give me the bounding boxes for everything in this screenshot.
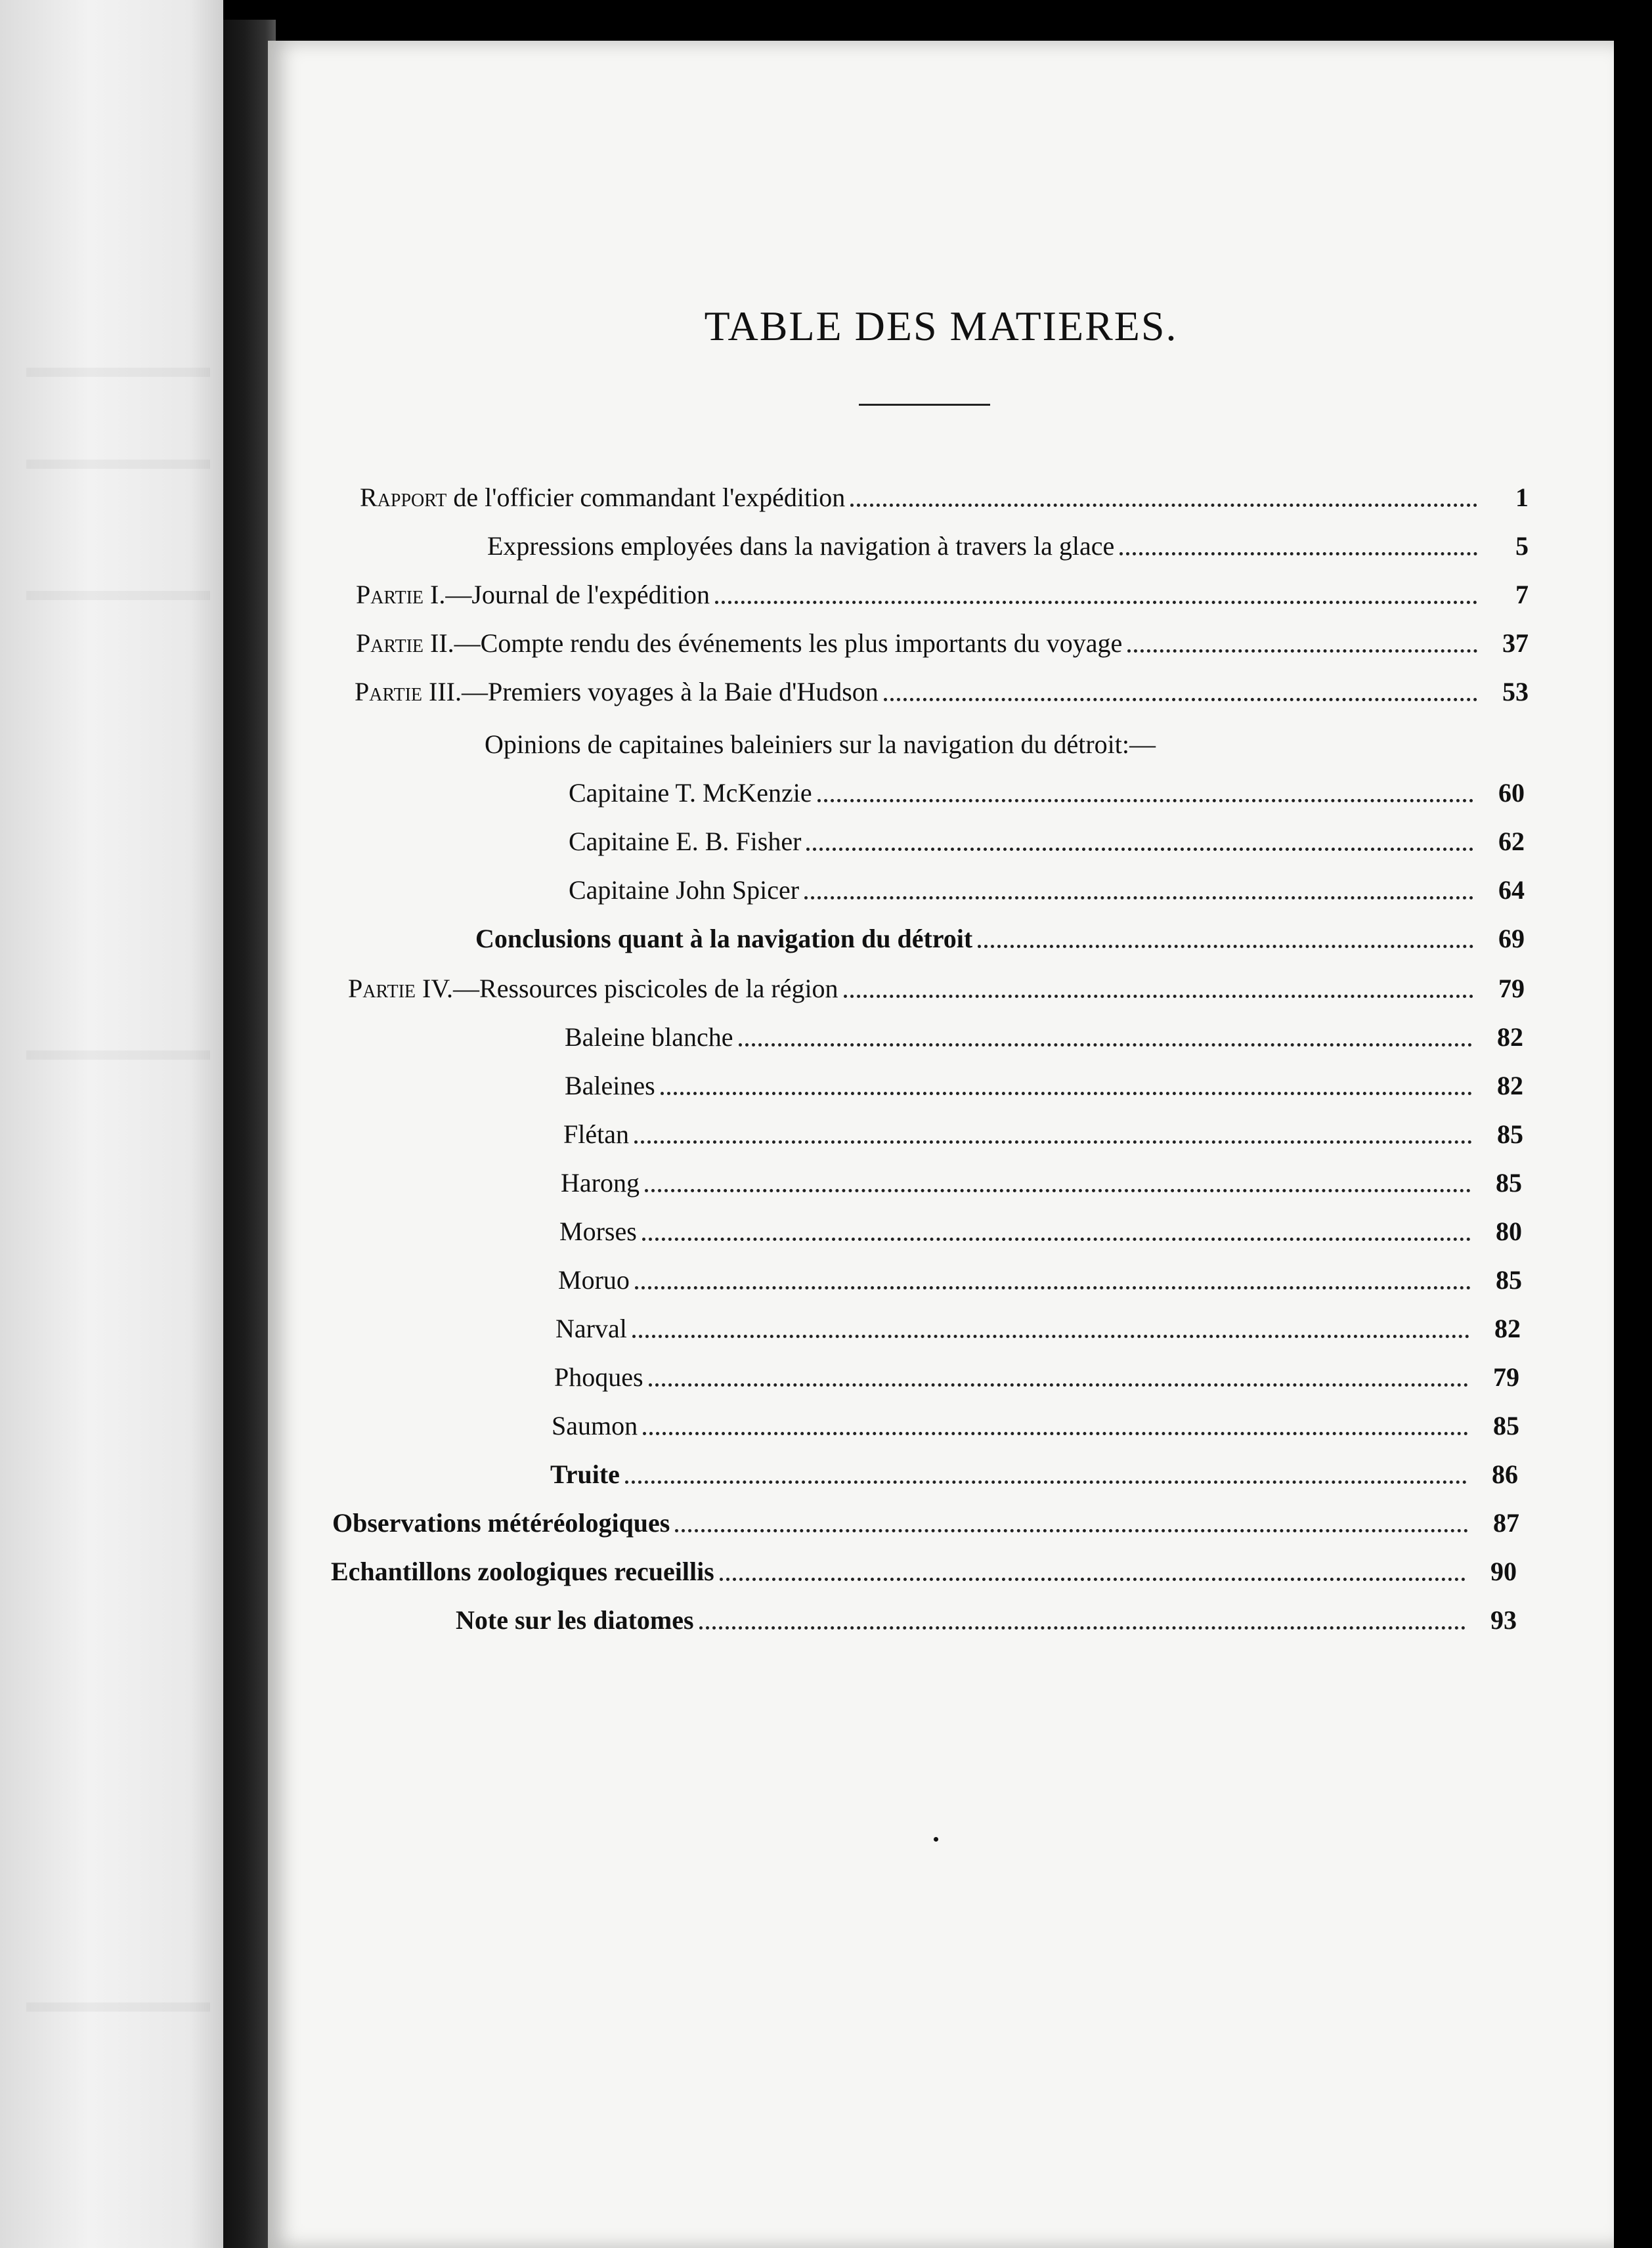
toc-entry-prefix: Partie — [356, 628, 424, 658]
toc-entry-label — [565, 1068, 661, 1104]
toc-page-number: 87 — [1493, 1508, 1519, 1538]
toc-page-number: 82 — [1497, 1071, 1523, 1100]
toc-entry-label — [554, 1359, 649, 1396]
toc-entry-label — [332, 1505, 675, 1542]
toc-entry-text: Expressions employées dans la navigation à travers la glace — [487, 531, 1115, 561]
toc-entry — [569, 775, 1525, 811]
leader-dots — [884, 698, 1477, 701]
leader-dots — [1127, 649, 1477, 653]
toc-page-number: 82 — [1497, 1022, 1523, 1052]
toc-entry-label — [485, 726, 1161, 763]
toc-entry-prefix: Partie — [356, 580, 424, 609]
toc-entry-text: Narval — [555, 1314, 627, 1343]
toc-entry-text: Baleine blanche — [565, 1022, 733, 1052]
toc-entry-label — [331, 1553, 720, 1590]
toc-subheading — [485, 726, 1529, 763]
toc-page-number: 60 — [1498, 778, 1525, 808]
toc-entry — [565, 1019, 1523, 1056]
leader-dots — [699, 1626, 1466, 1630]
leader-dots — [649, 1383, 1468, 1387]
toc-page-number: 62 — [1498, 827, 1525, 856]
toc-entry-text: Flétan — [563, 1119, 629, 1149]
leader-dots — [850, 504, 1477, 507]
bleed-through-line — [26, 460, 210, 469]
toc-page-number: 93 — [1490, 1605, 1517, 1635]
bleed-through-line — [26, 591, 210, 600]
toc-page-number: 85 — [1493, 1411, 1519, 1440]
toc-entry-text: Capitaine T. McKenzie — [569, 778, 812, 808]
leader-dots — [720, 1578, 1466, 1581]
toc-entry-label — [559, 1213, 642, 1250]
toc-entry-text: Echantillons zoologiques recueillis — [331, 1557, 714, 1586]
leader-dots — [625, 1481, 1467, 1484]
toc-entry-prefix: Rapport — [360, 483, 447, 512]
toc-entry-label — [356, 576, 715, 613]
toc-page-number: 85 — [1496, 1168, 1522, 1198]
toc-entry-label — [569, 823, 806, 860]
toc-entry-label — [456, 1602, 699, 1639]
leader-dots — [635, 1286, 1471, 1289]
toc-entry-label — [561, 1165, 645, 1201]
toc-page-number: 82 — [1494, 1314, 1521, 1343]
toc-entry-prefix: Partie — [348, 974, 416, 1003]
toc-entry — [356, 625, 1529, 662]
toc-entry-label — [475, 920, 978, 957]
toc-entry-label — [487, 528, 1119, 565]
toc-page-number: 53 — [1502, 677, 1529, 706]
toc-page — [268, 41, 1614, 2248]
toc-entry — [360, 479, 1529, 516]
toc-entry — [561, 1165, 1522, 1201]
toc-entry-text: IV.—Ressources piscicoles de la région — [416, 974, 838, 1003]
leader-dots — [844, 995, 1473, 998]
toc-entry-label — [360, 479, 850, 516]
toc-entry-label — [550, 1456, 625, 1493]
toc-entry-label — [552, 1408, 643, 1444]
bleed-through-line — [26, 1050, 210, 1060]
page-title: TABLE DES MATIERES. — [704, 303, 1178, 349]
toc-entry — [563, 1116, 1523, 1153]
toc-page-number: 80 — [1496, 1217, 1522, 1246]
leader-dots — [1119, 552, 1477, 555]
toc-entry — [569, 872, 1525, 909]
leader-dots — [643, 1432, 1468, 1435]
leader-dots — [634, 1140, 1472, 1144]
toc-entry — [456, 1602, 1517, 1639]
toc-page-number: 1 — [1515, 483, 1529, 512]
toc-entry — [331, 1553, 1517, 1590]
toc-entry-text: Harong — [561, 1168, 640, 1198]
leader-dots — [739, 1043, 1472, 1047]
toc-entry-label — [355, 674, 884, 710]
toc-page-number: 90 — [1490, 1557, 1517, 1586]
scan-right-edge — [1614, 0, 1652, 2248]
toc-entry-label — [569, 775, 817, 811]
toc-entry — [558, 1262, 1522, 1299]
leader-dots — [806, 848, 1473, 851]
toc-page-number: 86 — [1492, 1459, 1518, 1489]
toc-page-number: 69 — [1498, 924, 1525, 953]
toc-entry-text: I.—Journal de l'expédition — [424, 580, 710, 609]
toc-entry-text: Capitaine John Spicer — [569, 875, 800, 905]
toc-entry-label — [348, 970, 844, 1007]
leader-dots — [632, 1335, 1469, 1338]
toc-page-number: 85 — [1496, 1265, 1522, 1295]
toc-page-number: 5 — [1515, 531, 1529, 561]
toc-entry-text: Note sur les diatomes — [456, 1605, 694, 1635]
leader-dots — [645, 1189, 1471, 1192]
bleed-through-line — [26, 2002, 210, 2012]
toc-entry-text: Morses — [559, 1217, 637, 1246]
toc-entry-text: de l'officier commandant l'expédition — [446, 483, 846, 512]
toc-entry-label — [563, 1116, 634, 1153]
toc-page-number: 85 — [1497, 1119, 1523, 1149]
toc-entry-text: Saumon — [552, 1411, 638, 1440]
toc-entry — [565, 1068, 1523, 1104]
toc-entry-prefix: Partie — [355, 677, 422, 706]
toc-entry-text: Moruo — [558, 1265, 630, 1295]
facing-page-sliver — [0, 0, 223, 2248]
toc-entry — [552, 1408, 1519, 1444]
leader-dots — [642, 1238, 1471, 1241]
bleed-through-line — [26, 368, 210, 377]
toc-page-number: 7 — [1515, 580, 1529, 609]
leader-dots — [715, 601, 1477, 604]
toc-entry — [348, 970, 1525, 1007]
toc-entry-text: III.—Premiers voyages à la Baie d'Hudson — [422, 677, 879, 706]
leader-dots — [978, 945, 1473, 948]
toc-entry — [555, 1310, 1521, 1347]
toc-page-number: 79 — [1498, 974, 1525, 1003]
toc-entry-text: II.—Compte rendu des événements les plus importants du voyage — [424, 628, 1123, 658]
toc-entry — [355, 674, 1529, 710]
toc-entry — [332, 1505, 1519, 1542]
table-of-contents — [268, 41, 1614, 2248]
toc-entry-label — [555, 1310, 632, 1347]
leader-dots — [675, 1529, 1468, 1532]
leader-dots — [661, 1092, 1472, 1095]
toc-entry-text: Baleines — [565, 1071, 655, 1100]
toc-entry-text: Truite — [550, 1459, 620, 1489]
toc-page-number: 64 — [1498, 875, 1525, 905]
toc-page-number: 79 — [1493, 1362, 1519, 1392]
toc-entry-text: Opinions de capitaines baleiniers sur la navigation du détroit:— — [485, 729, 1156, 759]
toc-entry — [569, 823, 1525, 860]
toc-entry — [554, 1359, 1519, 1396]
leader-dots — [817, 799, 1473, 802]
toc-entry — [475, 920, 1525, 957]
toc-entry-label — [569, 872, 804, 909]
toc-entry-label — [356, 625, 1127, 662]
toc-entry-text: Conclusions quant à la navigation du détroit — [475, 924, 973, 953]
toc-entry — [550, 1456, 1518, 1493]
toc-entry — [559, 1213, 1522, 1250]
toc-page-number: 37 — [1502, 628, 1529, 658]
toc-entry-text: Phoques — [554, 1362, 643, 1392]
toc-entry-label — [565, 1019, 739, 1056]
toc-entry-text: Observations météréologiques — [332, 1508, 670, 1538]
toc-entry-text: Capitaine E. B. Fisher — [569, 827, 802, 856]
leader-dots — [804, 896, 1473, 899]
toc-entry — [487, 528, 1529, 565]
ink-speck — [934, 1837, 938, 1842]
toc-entry — [356, 576, 1529, 613]
toc-entry-label — [558, 1262, 635, 1299]
